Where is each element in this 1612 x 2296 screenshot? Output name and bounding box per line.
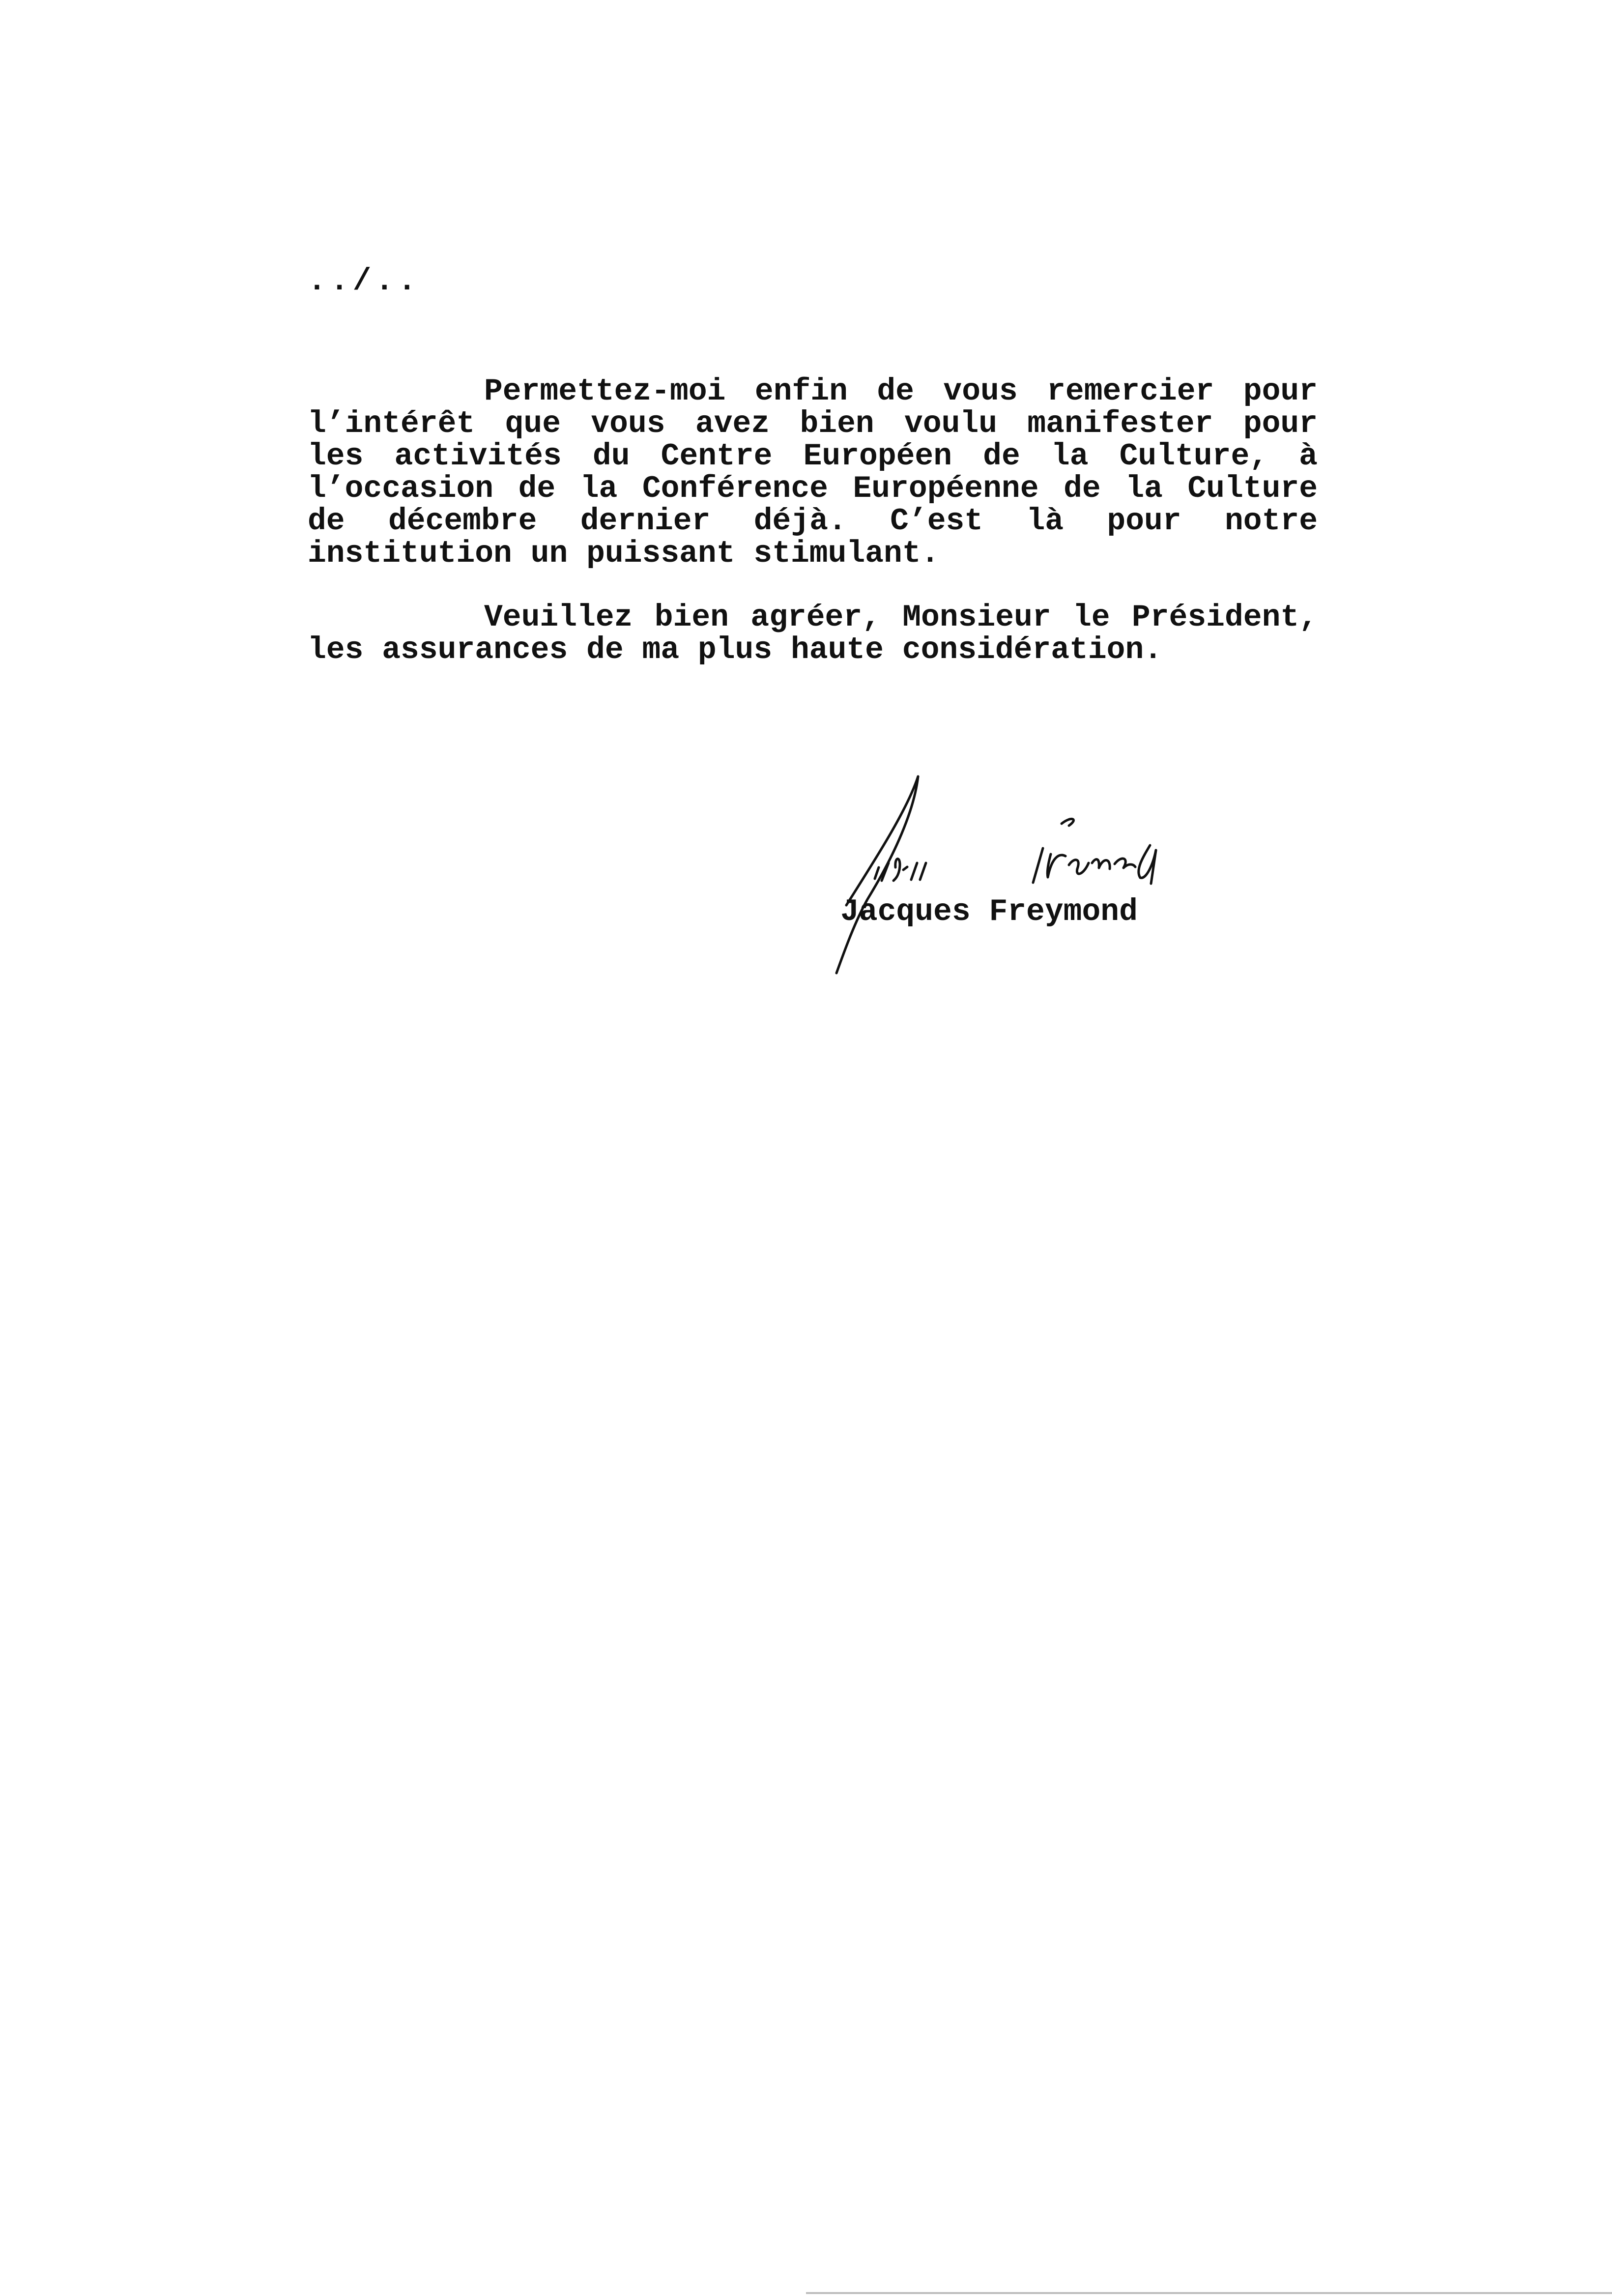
paragraph-closing [308,602,1318,666]
paragraph-thanks [308,375,1318,570]
paragraph-line: les assurances de ma plus haute considération. [308,632,1163,667]
paragraph-line: l’occasion de la Conférence Européenne de la Culture [308,471,1318,506]
page-edge-shadow [806,2292,1612,2294]
paragraph-line: l’intérêt que vous avez bien voulu manifester pour [308,406,1318,441]
paragraph-line: les activités du Centre Européen de la Culture, à [308,439,1318,474]
signature-block [821,767,1214,983]
paragraph-line: de décembre dernier déjà. C’est là pour notre [308,504,1318,539]
continuation-mark: ../.. [308,264,421,299]
signatory-name: Jacques Freymond [840,894,1138,929]
paragraph-line: institution un puissant stimulant. [308,536,940,571]
paragraph-line: Permettez-moi enfin de vous remercier pour [484,374,1318,409]
handwritten-signature [821,767,1214,983]
paragraph-line: Veuillez bien agréer, Monsieur le Président, [484,600,1318,635]
